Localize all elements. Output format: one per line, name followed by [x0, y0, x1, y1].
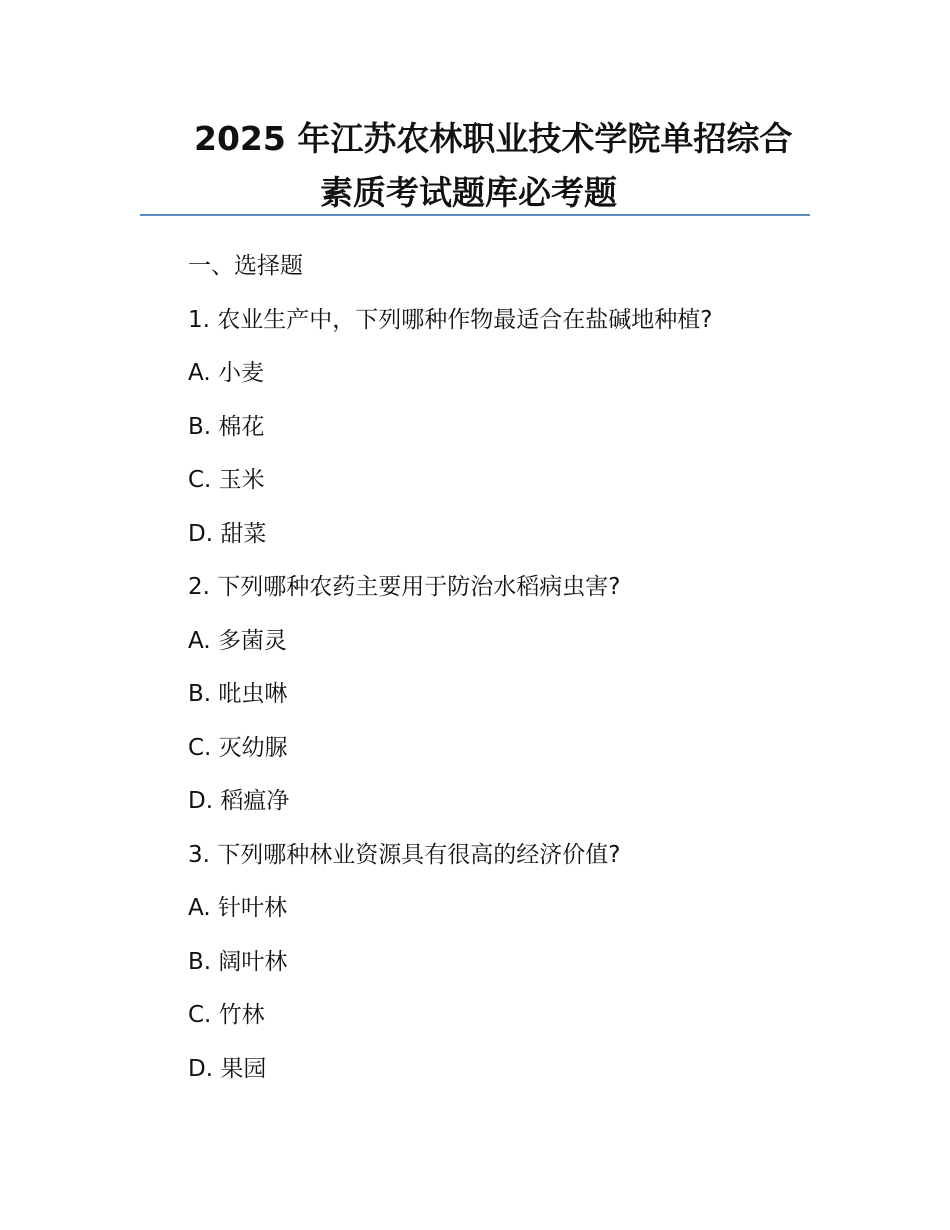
title-underline-divider — [140, 214, 810, 216]
question-text: 1. 农业生产中，下列哪种作物最适合在盐碱地种植? — [188, 306, 713, 333]
question-block-2 — [188, 561, 828, 829]
document-title — [140, 112, 810, 220]
option-d: D. 甜菜 — [188, 520, 267, 547]
option-c: C. 灭幼脲 — [188, 734, 288, 761]
option-b: B. 棉花 — [188, 413, 265, 440]
title-line-2: 素质考试题库必考题 — [320, 173, 617, 212]
option-b: B. 吡虫啉 — [188, 681, 288, 707]
question-section — [188, 240, 828, 1096]
option-a: A. 多菌灵 — [188, 627, 287, 654]
question-text: 3. 下列哪种林业资源具有很高的经济价值? — [188, 841, 621, 868]
option-c: C. 玉米 — [188, 467, 265, 493]
title-line-1: 2025 年江苏农林职业技术学院单招综合 — [194, 119, 793, 158]
question-block-1 — [188, 294, 828, 562]
option-c: C. 竹林 — [188, 1002, 265, 1028]
question-text: 2. 下列哪种农药主要用于防治水稻病虫害? — [188, 574, 621, 600]
option-d: D. 稻瘟净 — [188, 788, 290, 814]
option-d: D. 果园 — [188, 1055, 267, 1082]
option-a: A. 小麦 — [188, 360, 264, 386]
question-block-3 — [188, 829, 828, 1097]
option-b: B. 阔叶林 — [188, 948, 288, 975]
option-a: A. 针叶林 — [188, 895, 287, 921]
section-heading: 一、选择题 — [188, 253, 303, 279]
